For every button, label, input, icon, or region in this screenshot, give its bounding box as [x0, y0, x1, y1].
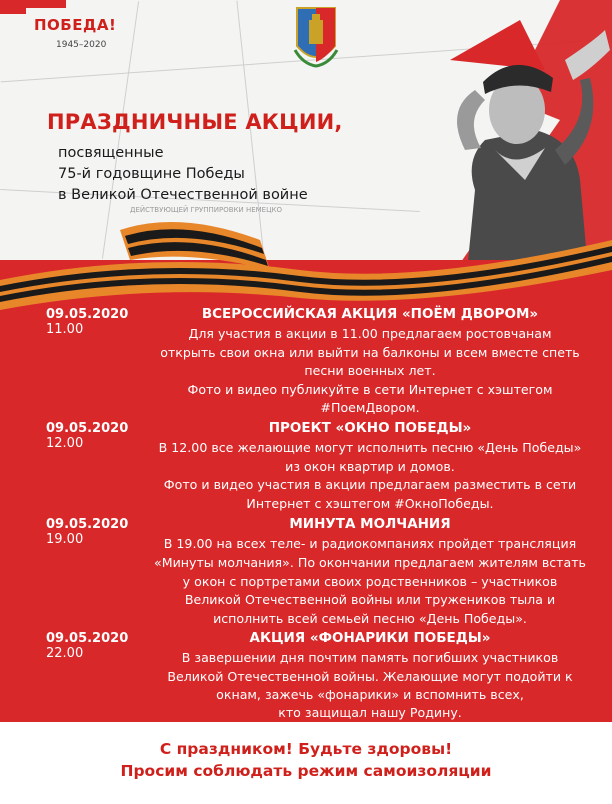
- logo-years: 1945–2020: [56, 40, 107, 50]
- event-time: 22.00: [46, 646, 84, 661]
- star-icon: [26, 0, 66, 10]
- event-date: 09.05.2020: [46, 421, 129, 436]
- event-text-line: «Минуты молчания». По окончании предлагаем жителям встать: [154, 555, 586, 570]
- event-date: 09.05.2020: [46, 631, 129, 646]
- st-george-ribbon-icon: [0, 210, 612, 320]
- subtitle-line: в Великой Отечественной войне: [58, 187, 308, 203]
- map-label: ДЕЙСТВУЮЩЕЙ ГРУППИРОВКИ НЕМЕЦКО: [130, 206, 283, 214]
- event-title: ВСЕРОССИЙСКАЯ АКЦИЯ «ПОЁМ ДВОРОМ»: [201, 306, 539, 322]
- event-text-line: окнам, зажечь «фонарики» и вспомнить всех,: [216, 687, 524, 702]
- page-title: ПРАЗДНИЧНЫЕ АКЦИИ,: [47, 110, 343, 134]
- subtitle-line: 75-й годовщине Победы: [58, 166, 245, 182]
- event-date: 09.05.2020: [46, 307, 129, 322]
- event-date: 09.05.2020: [46, 517, 129, 532]
- event-text-line: В 19.00 на всех теле- и радиокомпаниях пройдет трансляция: [163, 536, 577, 551]
- event-title: ПРОЕКТ «ОКНО ПОБЕДЫ»: [268, 420, 472, 436]
- event-time: 11.00: [46, 322, 84, 337]
- logo-title: ПОБЕДА!: [34, 16, 117, 34]
- event-text-line: исполнить всей семьей песню «День Победы».: [213, 611, 527, 626]
- event-text-line: открыть свои окна или выйти на балконы и всем вместе спеть: [160, 345, 580, 360]
- event-title: АКЦИЯ «ФОНАРИКИ ПОБЕДЫ»: [249, 630, 491, 646]
- event-text-line: В завершении дня почтим память погибших участников: [181, 650, 559, 665]
- event-time: 12.00: [46, 436, 84, 451]
- footer-greeting: С праздником! Будьте здоровы!: [159, 740, 453, 758]
- subtitle-line: посвященные: [58, 145, 164, 161]
- event-text-line: Великой Отечественной войны. Желающие могут подойти к: [167, 669, 573, 684]
- event-text-line: песни военных лет.: [304, 363, 436, 378]
- event-text-line: Фото и видео публикуйте в сети Интернет с хэштегом: [187, 382, 553, 397]
- event-text-line: кто защищал нашу Родину.: [278, 705, 462, 720]
- event-text-line: В 12.00 все желающие могут исполнить песню «День Победы»: [158, 440, 582, 455]
- event-text-line: Интернет с хэштегом #ОкноПобеды.: [246, 496, 494, 511]
- city-coat-of-arms-icon: [293, 6, 339, 68]
- event-time: 19.00: [46, 532, 84, 547]
- page-subtitle: [58, 143, 308, 206]
- event-title: МИНУТА МОЛЧАНИЯ: [289, 516, 451, 532]
- event-text-line: Фото и видео участия в акции предлагаем разместить в сети: [163, 477, 577, 492]
- event-text-line: у окон с портретами своих родственников – участников: [182, 574, 558, 589]
- event-text-line: Для участия в акции в 11.00 предлагаем ростовчанам: [188, 326, 552, 341]
- event-text-line: Великой Отечественной войны или тружеников тыла и: [184, 592, 556, 607]
- footer-notice: Просим соблюдать режим самоизоляции: [120, 762, 492, 780]
- footer: [0, 722, 612, 804]
- event-text-line: #ПоемДвором.: [320, 400, 420, 415]
- event-text-line: из окон квартир и домов.: [285, 459, 455, 474]
